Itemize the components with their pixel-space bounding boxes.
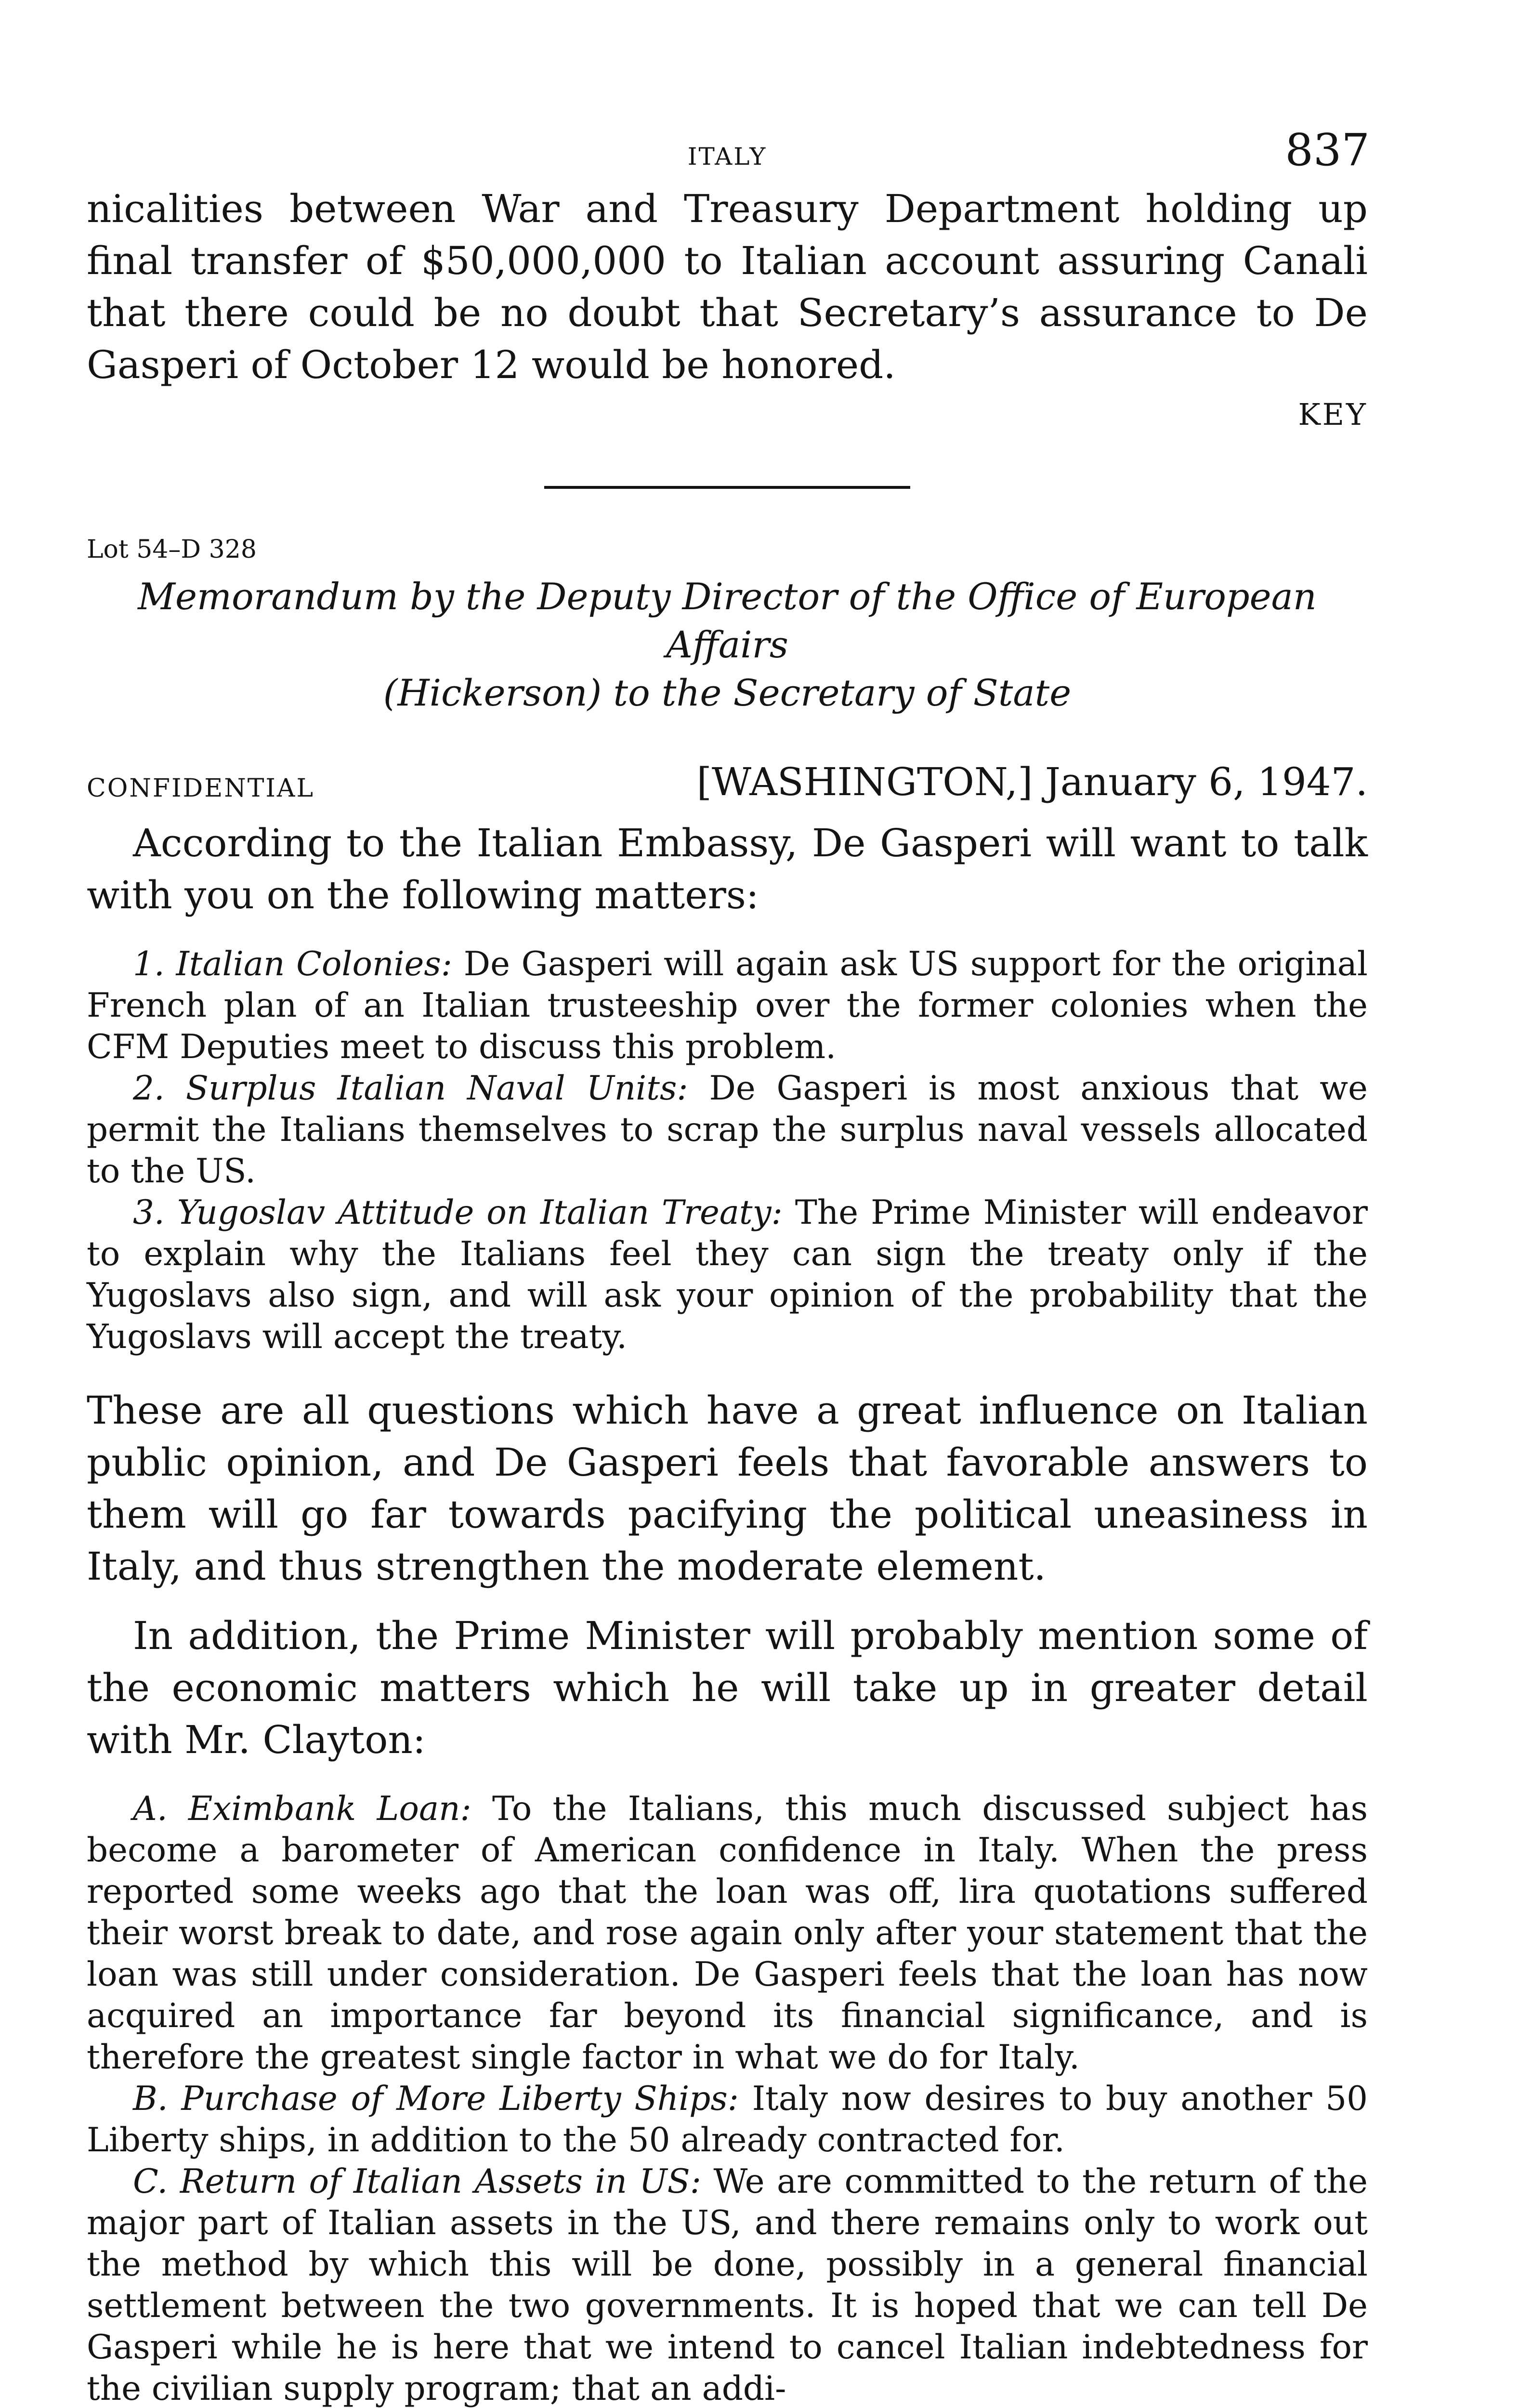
list-item	[87, 1788, 1368, 2078]
item-label: C. Return of Italian Assets in US:	[133, 2162, 702, 2201]
section-divider	[544, 486, 910, 489]
item-label: 2. Surplus Italian Naval Units:	[133, 1069, 688, 1108]
list-item	[87, 1068, 1368, 1192]
item-label: B. Purchase of More Liberty Ships:	[133, 2080, 739, 2118]
list-item	[87, 943, 1368, 1068]
classification-label: CONFIDENTIAL	[87, 774, 314, 803]
item-text: The Prime Minister will endeavor to explain why the Italians feel they can sign the treaty only if the Yugoslavs also sign, and will ask your opinion of the probability that the Yugoslavs will accept the treaty.	[87, 1193, 1368, 1356]
list-item	[87, 2078, 1368, 2161]
running-header	[87, 116, 1368, 183]
continuation-paragraph: nicalities between War and Treasury Department holding up final transfer of $50,000,000 to Italian account assuring Canali that there could be no doubt that Secretary’s assurance to De Gasperi of October 12 would be honored.	[87, 186, 1368, 387]
economic-intro-paragraph: In addition, the Prime Minister will probably mention some of the economic matters which he will take up in greater detail with Mr. Clayton:	[87, 1613, 1368, 1762]
signature: KEY	[1298, 397, 1368, 432]
page-number: 837	[1285, 124, 1370, 176]
economic-matters-list	[87, 1788, 1368, 2408]
matters-list	[87, 943, 1368, 1358]
dateline-row	[87, 759, 1368, 817]
item-text: To the Italians, this much discussed subject has become a barometer of American confidence in Italy. When the press reported some weeks ago that the loan was off, lira quotations suffered their worst break to date, and rose again only after your statement that the loan was still under consideration. De Gasperi feels that the loan has now acquired an importance far beyond its financial significance, and is therefore the greatest single factor in what we do for Italy.	[87, 1790, 1368, 2077]
item-label: 3. Yugoslav Attitude on Italian Treaty:	[133, 1193, 783, 1232]
document-title	[87, 573, 1368, 717]
document-title-line: (Hickerson) to the Secretary of State	[383, 671, 1072, 714]
item-label: A. Eximbank Loan:	[133, 1790, 471, 1828]
file-reference: Lot 54–D 328	[87, 535, 257, 564]
item-label: 1. Italian Colonies:	[133, 945, 453, 983]
item-text: Italy now desires to buy another 50 Liberty ships, in addition to the 50 already contracted for.	[87, 2080, 1368, 2159]
summary-paragraph: These are all questions which have a great influence on Italian public opinion, and De Gasperi feels that favorable answers to them will go far towards pacifying the political uneasiness in Italy, and thus strengthen the moderate element.	[87, 1388, 1368, 1589]
document-page	[87, 116, 1368, 2408]
list-item	[87, 1192, 1368, 1358]
item-text: De Gasperi will again ask US support for the original French plan of an Italian trusteeship over the former colonies when the CFM Deputies meet to discuss this problem.	[87, 945, 1368, 1066]
item-text: De Gasperi is most anxious that we permit the Italians themselves to scrap the surplus naval vessels allocated to the US.	[87, 1069, 1368, 1191]
list-item	[87, 2161, 1368, 2408]
document-title-line: Memorandum by the Deputy Director of the Office of European Affairs	[138, 575, 1317, 666]
running-title: ITALY	[687, 143, 767, 170]
dateline: [WASHINGTON,] January 6, 1947.	[696, 759, 1368, 804]
item-text: We are committed to the return of the major part of Italian assets in the US, and there remains only to work out the method by which this will be done, possibly in a general financial settlement between the two governments. It is hoped that we can tell De Gasperi while he is here that we intend to cancel Italian indebtedness for the civilian supply program; that an addi-	[87, 2162, 1368, 2408]
intro-paragraph: According to the Italian Embassy, De Gasperi will want to talk with you on the following matters:	[87, 821, 1368, 917]
